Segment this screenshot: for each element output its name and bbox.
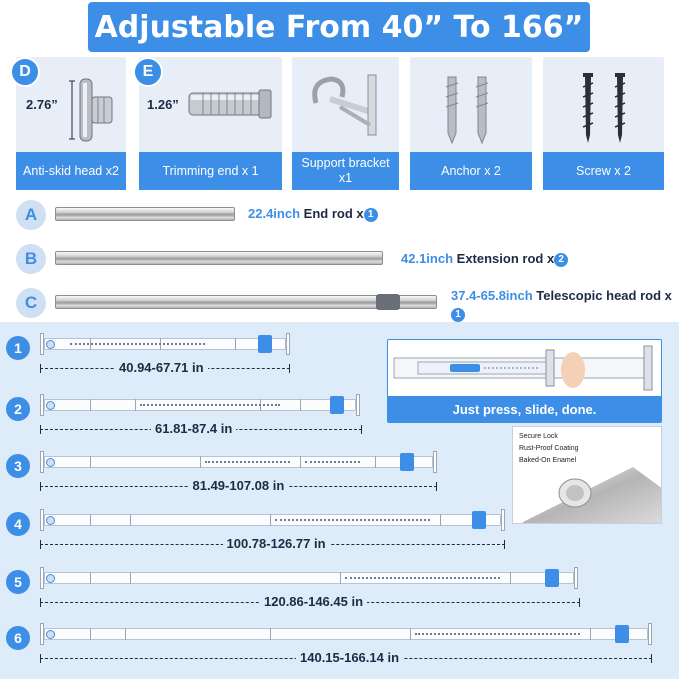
end-rod-image	[55, 207, 235, 221]
page-title	[88, 2, 590, 52]
coating-line: Secure Lock	[519, 433, 558, 440]
rod-joint	[270, 514, 271, 526]
screw-icon	[577, 71, 637, 151]
wall-plate-right	[501, 509, 505, 531]
length-range-label: 100.78-126.77 in	[223, 536, 330, 551]
rod-joint	[410, 628, 411, 640]
adjustment-holes	[140, 404, 280, 406]
part-badge-d: D	[10, 57, 40, 87]
config-number-badge: 1	[6, 336, 30, 360]
part-card-screw	[543, 57, 664, 190]
part-label-text: Anchor x 2	[441, 163, 501, 178]
rod-length: 42.1inch	[401, 251, 454, 266]
extension-rod-image	[55, 251, 383, 265]
rod-count: 2	[554, 253, 568, 267]
length-range-label: 120.86-146.45 in	[260, 594, 367, 609]
part-label	[410, 152, 532, 190]
anchor-icon	[440, 73, 504, 153]
part-card-trimming-end	[139, 57, 282, 190]
rod-joint	[200, 456, 201, 468]
rod-closeup-illustration	[513, 427, 662, 524]
telescopic-rod-label	[451, 287, 673, 325]
adjustment-holes	[205, 461, 290, 463]
rod-cap-icon	[46, 516, 55, 525]
rod-badge-a: A	[16, 200, 46, 230]
rod-desc: End rod x	[303, 206, 364, 221]
wall-plate-right	[648, 623, 652, 645]
coating-line: Baked-On Enamel	[519, 457, 577, 464]
part-badge-e: E	[133, 57, 163, 87]
rod-badge-b: B	[16, 244, 46, 274]
wall-plate-right	[286, 333, 290, 355]
adjustment-holes	[70, 343, 205, 345]
adjustment-holes	[275, 519, 430, 521]
wall-plate-right	[574, 567, 578, 589]
config-number-badge: 5	[6, 570, 30, 594]
telescopic-head-icon	[258, 335, 272, 353]
rod-cap-icon	[46, 630, 55, 639]
rod-cap-icon	[46, 340, 55, 349]
adjustment-holes	[415, 633, 580, 635]
telescopic-head-icon	[400, 453, 414, 471]
anti-skid-head-icon	[68, 75, 120, 147]
rod-joint	[340, 572, 341, 584]
length-range-label: 81.49-107.08 in	[189, 478, 289, 493]
part-label-text: Anti-skid head x2	[23, 163, 119, 178]
part-label	[292, 152, 399, 190]
rod-count: 1	[451, 308, 465, 322]
rod-count: 1	[364, 208, 378, 222]
adjustment-holes	[305, 461, 360, 463]
rod-cap-icon	[46, 574, 55, 583]
telescopic-head-icon	[330, 396, 344, 414]
config-number-badge: 4	[6, 512, 30, 536]
config-rod	[44, 514, 501, 526]
rod-joint	[130, 572, 131, 584]
press-caption: Just press, slide, done.	[388, 396, 661, 422]
extension-rod-label	[401, 250, 568, 269]
part-card-anti-skid-head	[16, 57, 126, 190]
rod-joint	[90, 572, 91, 584]
press-slide-illustration	[388, 340, 662, 398]
part-card-anchor	[410, 57, 532, 190]
config-number-badge: 2	[6, 397, 30, 421]
rod-joint	[590, 628, 591, 640]
part-card-support-bracket	[292, 57, 399, 190]
rod-joint	[375, 456, 376, 468]
rod-joint	[90, 399, 91, 411]
telescopic-head-icon	[545, 569, 559, 587]
part-label-text: Trimming end x 1	[162, 163, 259, 178]
rod-cap-icon	[46, 401, 55, 410]
part-dimension: 1.26”	[147, 97, 179, 112]
rod-joint	[130, 514, 131, 526]
part-label-text: Screw x 2	[576, 163, 631, 178]
trimming-end-icon	[185, 85, 277, 125]
rod-joint	[510, 572, 511, 584]
rod-joint	[300, 399, 301, 411]
rod-joint	[125, 628, 126, 640]
rod-badge-c: C	[16, 288, 46, 318]
rod-cap-icon	[46, 458, 55, 467]
rod-desc: Extension rod x	[456, 251, 555, 266]
rod-joint	[90, 628, 91, 640]
rod-joint	[90, 456, 91, 468]
part-label	[16, 152, 126, 190]
rod-joint	[90, 514, 91, 526]
rod-joint	[270, 628, 271, 640]
end-rod-label	[248, 205, 378, 224]
adjustment-holes	[345, 577, 500, 579]
rod-length: 22.4inch	[248, 206, 301, 221]
rod-joint	[135, 399, 136, 411]
length-range-label: 140.15-166.14 in	[296, 650, 403, 665]
part-label-text: Support bracket x1	[301, 156, 390, 185]
rod-joint	[300, 456, 301, 468]
wall-plate-right	[356, 394, 360, 416]
config-number-badge: 3	[6, 454, 30, 478]
support-bracket-icon	[306, 67, 386, 147]
telescopic-head-icon	[615, 625, 629, 643]
coating-callout	[512, 426, 662, 524]
coating-line: Rust-Proof Coating	[519, 445, 579, 452]
rod-joint	[440, 514, 441, 526]
config-number-badge: 6	[6, 626, 30, 650]
page-title-text: Adjustable From 40” To 166”	[94, 9, 584, 45]
wall-plate-right	[433, 451, 437, 473]
press-slide-callout	[387, 339, 662, 423]
rod-desc: Telescopic head rod x	[536, 288, 672, 303]
telescopic-head-icon	[472, 511, 486, 529]
telescopic-lock-icon	[376, 294, 400, 310]
part-label	[543, 152, 664, 190]
length-range-label: 40.94-67.71 in	[115, 360, 208, 375]
part-label	[139, 152, 282, 190]
rod-joint	[235, 338, 236, 350]
length-range-label: 61.81-87.4 in	[151, 421, 236, 436]
part-dimension: 2.76”	[26, 97, 58, 112]
rod-length: 37.4-65.8inch	[451, 288, 533, 303]
